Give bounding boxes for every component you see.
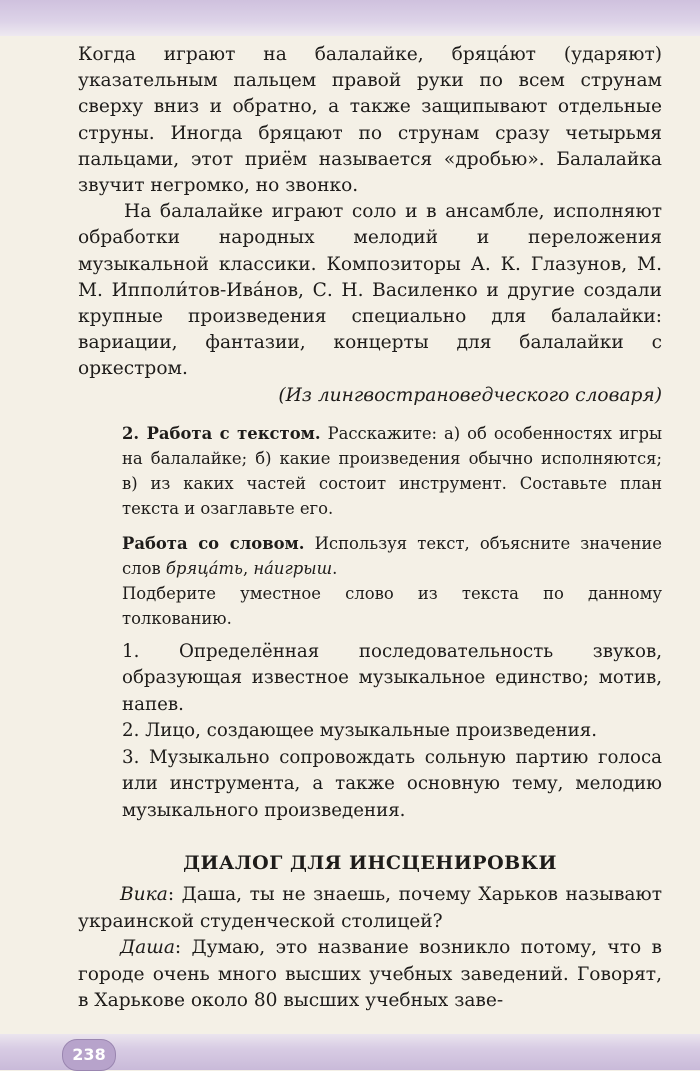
task-2	[122, 421, 662, 521]
word-naigrysh: на́игрыш	[253, 558, 333, 578]
word-work-end: .	[332, 558, 338, 578]
word-bryacat: бряца́ть	[165, 558, 243, 578]
dialog-text-vika: : Даша, ты не знаешь, почему Харьков называют украинской студенческой столицей?	[78, 884, 662, 932]
definition-1: 1. Определённая последовательность звуков, образующая известное музыкальное единство; мотив, напев.	[122, 640, 662, 715]
definition-2: 2. Лицо, создающее музыкальные произведения.	[122, 720, 598, 742]
page-number-badge: 238	[62, 1039, 116, 1071]
definition-3: 3. Музыкально сопровождать сольную партию голоса или инструмента, а также основную тему, мелодию музыкального произведения.	[122, 746, 662, 821]
word-work-text: Используя текст, объясните значение слов	[122, 533, 662, 578]
dialog-heading: ДИАЛОГ ДЛЯ ИНСЦЕНИРОВКИ	[183, 852, 557, 875]
word-work-label: Работа со словом.	[122, 533, 305, 553]
page-content	[78, 42, 662, 1015]
word-work-task	[122, 531, 662, 581]
source-citation: (Из лингвострановедческого словаря)	[278, 384, 662, 406]
task-2-label: 2. Работа с текстом.	[122, 423, 321, 443]
speaker-dasha: Даша	[120, 937, 175, 959]
paragraph-balalaika-playing: Когда играют на балалайке, бряца́ют (ударяют) указательным пальцем правой руки по всем струнам сверху вниз и обратно, а также защипывают отдельные струны. Иногда бряцают по струнам сразу четырьмя пальцами, этот приём называется «дробью». Балалайка звучит негромко, но звонко.	[78, 44, 662, 197]
dialog-line-dasha	[78, 935, 662, 1015]
dialog-line-vika	[78, 882, 662, 935]
paragraph-balalaika-repertoire: На балалайке играют соло и в ансамбле, исполняют обработки народных мелодий и переложения музыкальной классики. Композиторы А. К. Глазунов, М. М. Ипполи́тов-Ива́нов, С. Н. Василенко и другие создали крупные произведения специально для балалайки: вариации, фантазии, концерты для балалайки с оркестром.	[78, 201, 662, 380]
top-decorative-band	[0, 0, 700, 36]
speaker-vika: Вика	[120, 884, 168, 906]
word-work-instruction: Подберите уместное слово из текста по данному толкованию.	[122, 583, 662, 628]
dialog-text-dasha: : Думаю, это название возникло потому, что в городе очень много высших учебных заведений. Говорят, в Харькове около 80 высших учебных заве-	[78, 937, 662, 1012]
task-2-text: Расскажите: а) об особенностях игры на балалайке; б) какие произведения обычно исполняются; в) из каких частей состоит инструмент. Составьте план текста и озаглавьте его.	[122, 423, 662, 518]
word-separator: ,	[242, 558, 254, 578]
